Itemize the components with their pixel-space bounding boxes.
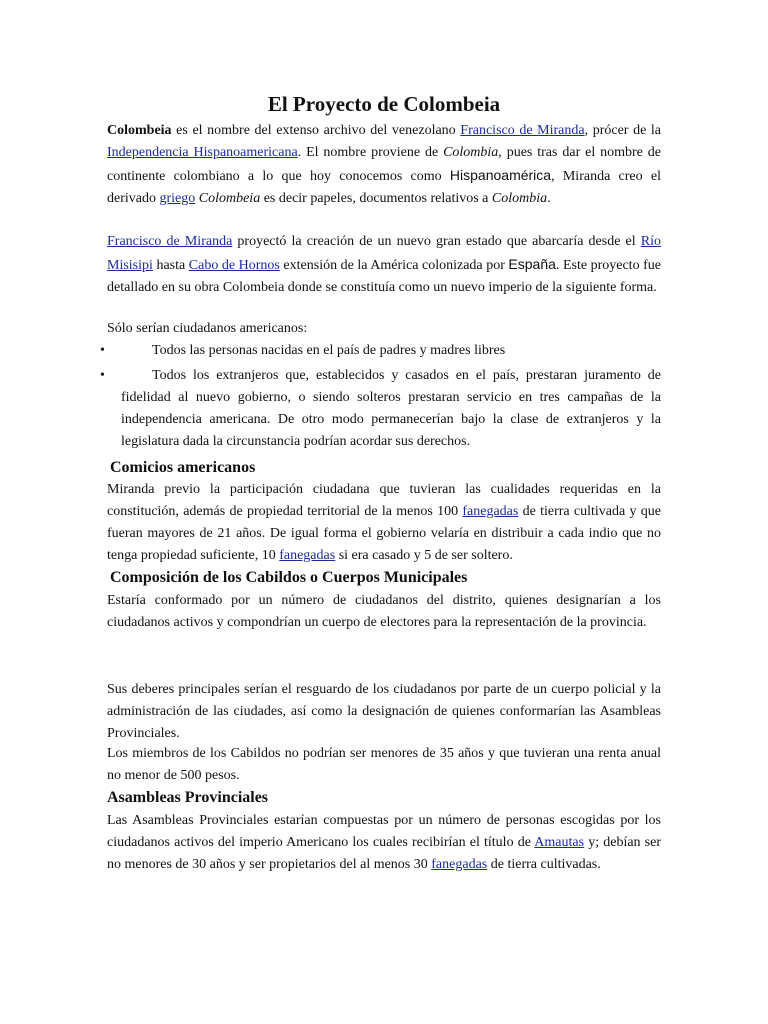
asambleas-paragraph: Las Asambleas Provinciales estarían compuestas por un número de personas escogidas por los ciudadanos activos del imperio Americano los cuales recibirían el título de Amautas y; debían ser no menores de 30 años y ser propietarios del al menos 30 fanegadas de tierra cultivadas. xyxy=(107,813,662,872)
comicios-paragraph: Miranda previo la participación ciudadana que tuvieran las cualidades requeridas en la constitución, además de propiedad territorial de la menos 100 fanegadas de tierra cultivada y que fueran mayores de 21 años. De igual forma el gobierno velaría en distribuir a cada indio que no tenga propiedad suficiente, 10 fanegadas si era casado y 5 de ser soltero. xyxy=(107,482,661,563)
heading-asambleas: Asambleas Provinciales xyxy=(107,789,269,806)
list-item: Todos los extranjeros que, establecidos y casados en el país, prestaran juramento de fidelidad al nuevo gobierno, o siendo solteros prestaran servicio en tres campañas de la independencia americana. De otro modo permanecerían bajo la clase de extranjeros y la legislatura dada la circunstancia podrían acordar sus derechos. xyxy=(121,368,661,449)
heading-comicios: Comicios americanos xyxy=(110,459,256,476)
heading-cabildos: Composición de los Cabildos o Cuerpos Municipales xyxy=(110,569,468,586)
cabildos-paragraph-2: Sus deberes principales serían el resguardo de los ciudadanos por parte de un cuerpo policial y la administración de las ciudades, así como la designación de quienes conformarían las Asambleas Provinciales. xyxy=(107,682,661,741)
link-amautas[interactable]: Amautas xyxy=(534,835,585,850)
page-title: El Proyecto de Colombeia xyxy=(267,92,501,116)
link-francisco-de-miranda[interactable]: Francisco de Miranda xyxy=(460,123,585,138)
cabildos-paragraph-1: Estaría conformado por un número de ciudadanos del distrito, quienes designarían a los ciudadanos activos y compondrían un cuerpo de electores para la representación de la provincia. xyxy=(107,593,661,630)
link-cabo-de-hornos[interactable]: Cabo de Hornos xyxy=(188,258,280,273)
citizens-intro: Sólo serían ciudadanos americanos: xyxy=(107,321,308,336)
cabildos-paragraph-3: Los miembros de los Cabildos no podrían ser menores de 35 años y que tuvieran una renta anual no menor de 500 pesos. xyxy=(107,746,661,783)
bullet-dot: • xyxy=(100,343,105,358)
link-fanegadas-3[interactable]: fanegadas xyxy=(431,857,488,872)
link-independencia-hispanoamericana[interactable]: Independencia Hispanoamericana xyxy=(107,145,298,160)
link-griego[interactable]: griego xyxy=(159,191,196,206)
list-item: Todos las personas nacidas en el país de padres y madres libres xyxy=(152,343,506,358)
link-fanegadas-2[interactable]: fanegadas xyxy=(279,548,336,563)
term-colombeia: Colombeia xyxy=(107,123,172,138)
project-paragraph: Francisco de Miranda proyectó la creación de un nuevo gran estado que abarcaría desde el Río Misisipi hasta Cabo de Hornos extensión de la América colonizada por España. Este proyecto fue detallado en su obra Colombeia donde se constituía como un nuevo imperio de la siguiente forma. xyxy=(107,234,661,295)
bullet-dot: • xyxy=(100,368,105,383)
intro-paragraph: Colombeia es el nombre del extenso archivo del venezolano Francisco de Miranda, prócer de la Independencia Hispanoamericana. El nombre proviene de Colombia, pues tras dar el nombre de continente colombiano a lo que hoy conocemos como Hispanoamérica, Miranda creo el derivado griego Colombeia es decir papeles, documentos relativos a Colombia. xyxy=(107,123,662,206)
link-rio-misisipi[interactable]: Río Misisipi xyxy=(107,234,661,273)
link-francisco-de-miranda-2[interactable]: Francisco de Miranda xyxy=(107,234,233,249)
link-fanegadas[interactable]: fanegadas xyxy=(462,504,519,519)
